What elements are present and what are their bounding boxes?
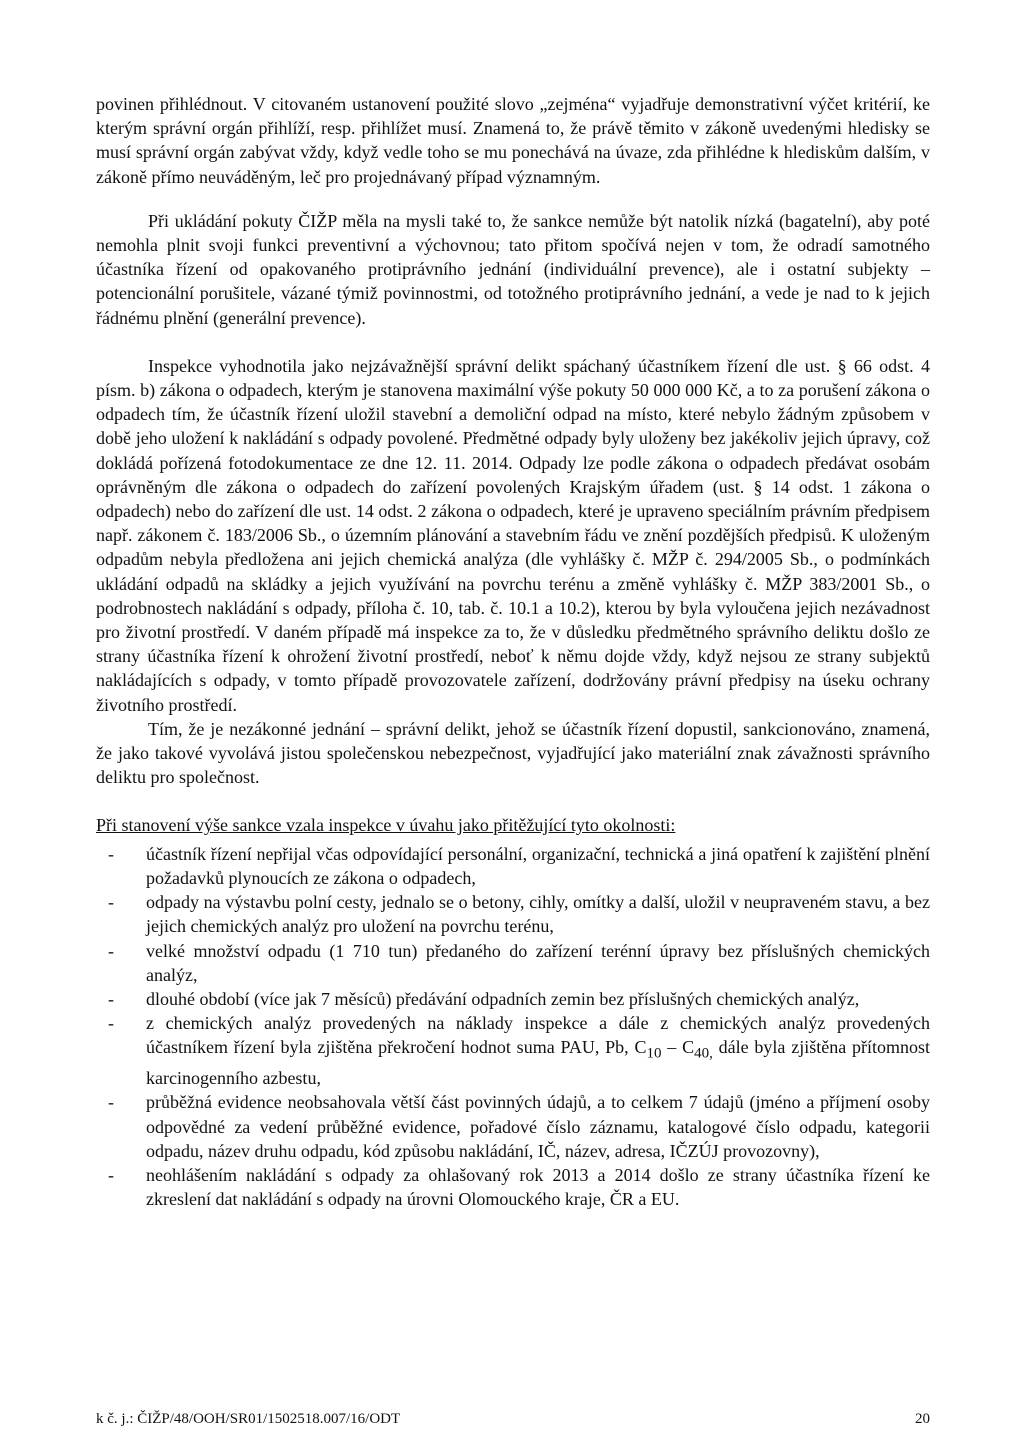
case-reference: k č. j.: ČIŽP/48/OOH/SR01/1502518.007/16/ODT: [96, 1411, 401, 1427]
dash-bullet: -: [108, 988, 114, 1009]
dash-bullet: -: [108, 940, 114, 961]
dash-bullet: -: [108, 1164, 114, 1185]
list-item-text: odpady na výstavbu polní cesty, jednalo se o betony, cihly, omítky a další, uložil v neupraveném stavu, a bez jejich chemických analýz pro uložení na povrchu terénu,: [146, 892, 930, 937]
list-item-text: průběžná evidence neobsahovala větší část povinných údajů, a to celkem 7 údajů (jméno a příjmení osoby odpovědné za vedení průběžné evidence, pořadové číslo záznamu, katalogové číslo odpadu, kategorii odpadu, název druhu odpadu, kód způsobu nakládání, IČ, název, adresa, IČZÚJ provozovny),: [146, 1092, 930, 1161]
list-item: [96, 1090, 930, 1163]
list-item: [96, 939, 930, 987]
list-item: [96, 987, 930, 1011]
aggravating-list: [96, 842, 930, 1212]
list-item-chemical-analysis: [96, 1011, 930, 1090]
chem-text-part2: dále byla zjištěna přítomnost karcinogenního azbestu,: [146, 1037, 931, 1089]
dash-bullet: -: [108, 1092, 114, 1113]
dash-bullet: -: [108, 1013, 114, 1034]
paragraph-social-danger: Tím, že je nezákonné jednání – správní delikt, jehož se účastník řízení dopustil, sankcionováno, znamená, že jako takové vyvolává jistou společenskou nebezpečnost, vyjadřující jako materiální znak závažnosti správního deliktu pro společnost.: [96, 718, 930, 788]
document-body: [96, 92, 930, 1211]
dash-bullet: -: [108, 892, 114, 913]
page-number: 20: [915, 1411, 930, 1427]
paragraph-criteria: povinen přihlédnout. V citovaném ustanovení použité slovo „zejména“ vyjadřuje demonstrativní výčet kritérií, ke kterým správní orgán přihlíží, resp. přihlížet musí. Znamená to, že právě těmito v zákoně uvedenými hledisky se musí správní orgán zabývat vždy, když vedle toho se mu ponechává na úvaze, zda přihlédne k hlediskům dalším, v zákoně přímo neuváděným, leč pro projednávaný případ významným.: [96, 94, 930, 187]
list-item-text: dlouhé období (více jak 7 měsíců) předávání odpadních zemin bez příslušných chemických analýz,: [146, 988, 860, 1009]
list-item-text: neohlášením nakládání s odpady za ohlašovaný rok 2013 a 2014 došlo ze strany účastníka řízení ke zkreslení dat nakládání s odpady na úrovni Olomouckého kraje, ČR a EU.: [146, 1164, 930, 1210]
aggravating-heading: Při stanovení výše sankce vzala inspekce v úvahu jako přitěžující tyto okolnosti:: [96, 815, 676, 836]
chem-subscript-40: 40,: [694, 1045, 713, 1062]
list-item: [96, 1163, 930, 1211]
paragraph-most-serious-offence: Inspekce vyhodnotila jako nejzávažnější správní delikt spáchaný účastníkem řízení dle ust. § 66 odst. 4 písm. b) zákona o odpadech, kterým je stanovena maximální výše pokuty 50 000 000 Kč, a to za porušení zákona o odpadech tím, že účastník řízení uložil stavební a demoliční odpad na místo, které nebylo žádným způsobem v době jeho uložení k nakládání s odpady povolené. Předmětné odpady byly uloženy bez jakékoliv jejich úpravy, což dokládá pořízená fotodokumentace ze dne 12. 11. 2014. Odpady lze podle zákona o odpadech předávat osobám oprávněným dle zákona o odpadech do zařízení povolených Krajským úřadem (ust. § 14 odst. 1 zákona o odpadech) nebo do zařízení dle ust. 14 odst. 2 zákona o odpadech, které je upraveno speciálním právním předpisem např. zákonem č. 183/2006 Sb., o územním plánování a stavebním řádu ve znění pozdějších předpisů. K uloženým odpadům nebyla předložena ani jejich chemická analýza (dle vyhlášky č. MŽP č. 294/2005 Sb., o podmínkách ukládání odpadů na skládky a jejich využívání na povrchu terénu a změně vyhlášky č. MŽP 383/2001 Sb., o podrobnostech nakládání s odpady, příloha č. 10, tab. č. 10.1 a 10.2), kterou by byla vyloučena jejich nezávadnost pro životní prostředí. V daném případě má inspekce za to, že v důsledku předmětného správního deliktu došlo ze strany účastníka řízení k ohrožení životní prostředí, neboť k němu dojde vždy, když nejsou ze strany subjektů nakládajících s odpady, v tomto případě provozovatele zařízení, dodržovány právní předpisy na úseku ochrany životního prostředí.: [96, 355, 930, 715]
dash-bullet: -: [108, 843, 114, 864]
list-item: [96, 890, 930, 938]
paragraph-prevention: Při ukládání pokuty ČIŽP měla na mysli také to, že sankce nemůže být natolik nízká (bagatelní), aby poté nemohla plnit svoji funkci preventivní a výchovnou; tato přitom spočívá nejen v tom, že odradí samotného účastníka řízení od opakovaného protiprávního jednání (individuální prevence), ale i ostatní subjekty – potencionální porušitele, vázané týmiž povinnostmi, od totožného protiprávního jednání, a vede je nad to k jejich řádnému plnění (generální prevence).: [96, 210, 930, 328]
list-item: [96, 842, 930, 890]
chem-text-dash: – C: [661, 1037, 695, 1058]
list-item-text: účastník řízení nepřijal včas odpovídající personální, organizační, technická a jiná opatření k zajištění plnění požadavků plynoucích ze zákona o odpadech,: [146, 843, 930, 888]
list-item-text: velké množství odpadu (1 710 tun) předaného do zařízení terénní úpravy bez příslušných chemických analýz,: [146, 940, 930, 985]
chem-text-part1: z chemických analýz provedených na náklady inspekce a dále z chemických analýz provedených účastníkem řízení byla zjištěna překročení hodnot suma PAU, Pb, C: [146, 1013, 930, 1058]
chem-subscript-10: 10: [646, 1045, 662, 1062]
